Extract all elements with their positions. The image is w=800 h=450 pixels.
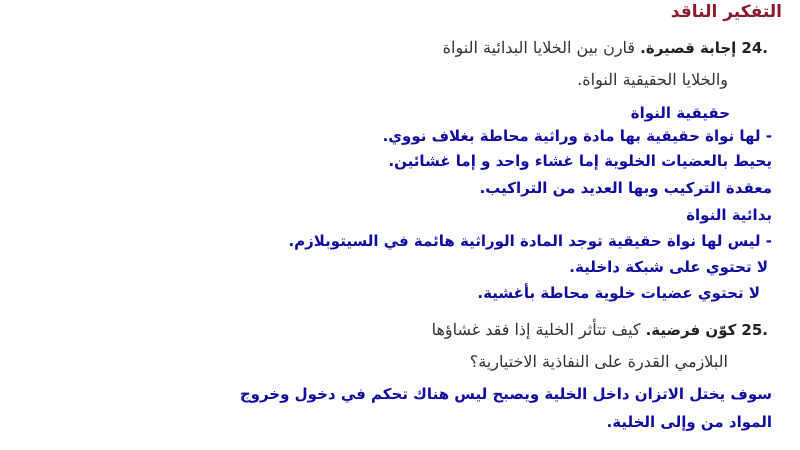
answer-25-line-2: المواد من وإلى الخلية. [606,413,772,431]
answer-24-line-7: لا تحتوي على شبكة داخلية. [569,258,768,276]
answer-24-line-4: معقدة التركيب وبها العديد من التراكيب. [479,179,772,197]
answer-24-line-1: حقيقية النواة [630,104,730,122]
answer-24-line-8: لا تحتوي عضيات خلوية محاطة بأغشية. [477,284,760,302]
answer-24-line-6: - ليس لها نواة حقيقية توجد المادة الوراثية هائمة في السيتوبلازم. [288,232,772,250]
answer-25-line-1: سوف يختل الاتزان داخل الخلية ويصبح ليس هناك تحكم في دخول وخروج [239,385,772,403]
answer-24-line-2: - لها نواة حقيقية بها مادة وراثية محاطة بغلاف نووي. [382,127,772,145]
question-24-text-1: قارن بين الخلايا البدائية النواة [442,38,636,57]
question-25-line-1 [432,320,768,339]
answer-24-line-3: يحيط بالعضيات الخلوية إما غشاء واحد و إما غشائين. [388,152,772,170]
question-24-line-1 [443,38,768,57]
question-25-label: كوّن فرضية. [645,321,737,339]
question-24-label: إجابة قصيرة. [640,39,737,57]
section-heading: التفكير الناقد [670,2,782,22]
answer-24-line-5: بدائية النواة [686,206,772,224]
question-25-number: 25. [741,321,768,339]
question-25-text-1: كيف تتأثر الخلية إذا فقد غشاؤها [431,320,641,339]
question-25-line-2: البلازمي القدرة على النفاذية الاختيارية؟ [469,352,728,371]
question-24-line-2: والخلايا الحقيقية النواة. [577,70,728,89]
question-24-number: 24. [741,39,768,57]
